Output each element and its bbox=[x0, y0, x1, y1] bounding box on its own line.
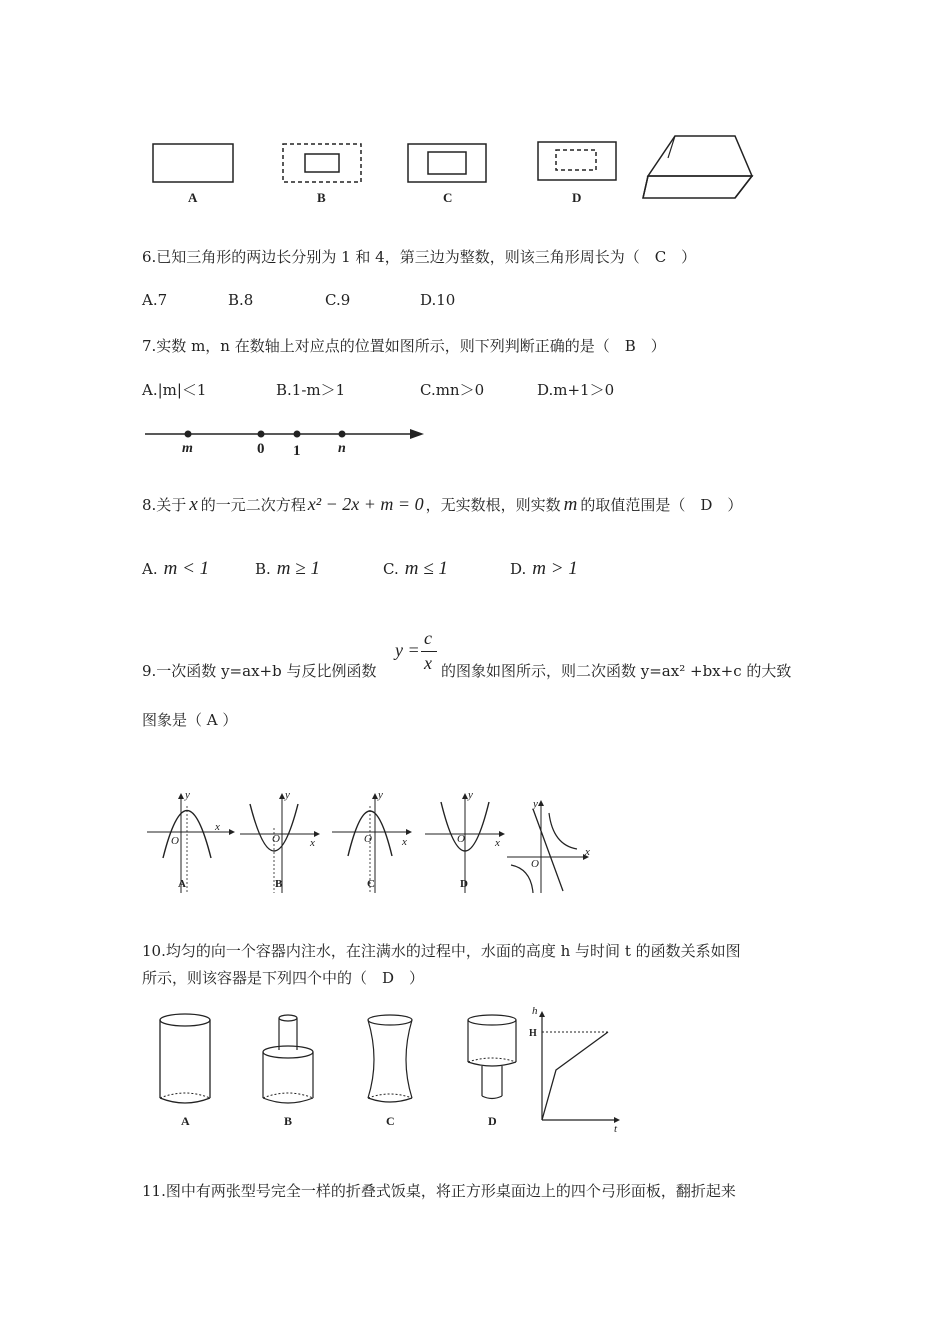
q9-graph-b-y: y bbox=[285, 789, 290, 801]
q7-option-c: C.mn＞0 bbox=[420, 381, 485, 399]
q5-figure-d bbox=[535, 138, 625, 188]
q8-var-x: x bbox=[189, 494, 198, 515]
q9-graph-b-x: x bbox=[310, 837, 315, 849]
q8-option-d-letter: D. bbox=[510, 560, 527, 578]
q8-stem-prefix: 8.关于 bbox=[142, 496, 187, 514]
q8-stem-mid2: ，无实数根，则实数 bbox=[425, 496, 561, 514]
q9-reference-graph bbox=[505, 795, 600, 895]
q10-graph-H: H bbox=[529, 1028, 537, 1039]
point-n bbox=[339, 431, 346, 438]
q9-graph-a-y: y bbox=[185, 789, 190, 801]
q9-graph-d-x: x bbox=[495, 837, 500, 849]
q10-container-b bbox=[258, 1010, 323, 1110]
q7-option-d: D.m+1＞0 bbox=[537, 381, 615, 399]
q8-equation: x² − 2x + m = 0 bbox=[307, 494, 424, 514]
point-m bbox=[185, 431, 192, 438]
q8-var-m: m bbox=[563, 494, 578, 515]
q8-option-c-letter: C. bbox=[383, 560, 399, 578]
point-1 bbox=[294, 431, 301, 438]
q9-graph-b-o: O bbox=[272, 833, 280, 845]
q9-frac-bar bbox=[421, 651, 437, 652]
q9-ref-y: y bbox=[533, 798, 538, 810]
q8-stem-suffix: 的取值范围是（ D ） bbox=[580, 496, 743, 514]
q9-stem-prefix: 9.一次函数 y=ax+b 与反比例函数 bbox=[142, 662, 377, 680]
q5-label-a: A bbox=[188, 190, 198, 205]
q5-figure-c bbox=[405, 140, 495, 190]
q7-option-a: A.|m|＜1 bbox=[142, 381, 207, 399]
q8-option-c bbox=[383, 558, 448, 580]
q6-option-a: A.7 bbox=[142, 291, 168, 309]
q8-option-b bbox=[255, 558, 320, 580]
q7-stem: 7.实数 m，n 在数轴上对应点的位置如图所示，则下列判断正确的是（ B ） bbox=[142, 337, 666, 355]
q9-graph-c-y: y bbox=[378, 789, 383, 801]
q10-container-d bbox=[462, 1010, 527, 1110]
q5-figure-a bbox=[150, 140, 240, 190]
q8-option-b-letter: B. bbox=[255, 560, 271, 578]
q6-option-d: D.10 bbox=[420, 291, 456, 309]
q8-option-a-letter: A. bbox=[142, 560, 158, 578]
q9-graph-a bbox=[145, 788, 235, 898]
q9-graph-b bbox=[238, 788, 328, 898]
q10-container-c bbox=[360, 1010, 425, 1110]
q10-graph-t: t bbox=[614, 1123, 618, 1135]
q7-label-m: m bbox=[182, 441, 193, 456]
q8-stem bbox=[142, 494, 742, 516]
q9-frac-den: x bbox=[424, 653, 432, 673]
q8-option-a-expr: m < 1 bbox=[163, 558, 210, 579]
q5-label-d: D bbox=[572, 190, 582, 205]
q9-frac-lhs: y = bbox=[395, 640, 420, 660]
q7-option-b: B.1-m＞1 bbox=[276, 381, 346, 399]
q5-label-c: C bbox=[443, 190, 453, 205]
q7-label-1: 1 bbox=[293, 443, 301, 459]
q9-graph-c-x: x bbox=[402, 836, 407, 848]
q9-stem-suffix: 的图象如图所示，则二次函数 y=ax² +bx+c 的大致 bbox=[441, 662, 792, 680]
q6-option-b: B.8 bbox=[228, 291, 254, 309]
q10-stem-line1: 10.均匀的向一个容器内注水，在注满水的过程中，水面的高度 h 与时间 t 的函数关系如图 bbox=[142, 942, 741, 960]
q10-container-a bbox=[155, 1010, 220, 1110]
q9-graph-d bbox=[423, 788, 513, 898]
q9-label-b: B bbox=[275, 878, 283, 890]
q9-graph-a-x: x bbox=[215, 821, 220, 833]
q5-figure-b bbox=[280, 140, 370, 190]
q10-stem-line2: 所示，则该容器是下列四个中的（ D ） bbox=[142, 969, 425, 987]
q8-option-d-expr: m > 1 bbox=[532, 558, 578, 579]
q9-graph-d-y: y bbox=[468, 789, 473, 801]
q10-label-d: D bbox=[488, 1114, 497, 1128]
q10-label-b: B bbox=[284, 1114, 293, 1128]
q7-label-0: 0 bbox=[257, 441, 265, 457]
q8-option-b-expr: m ≥ 1 bbox=[276, 558, 320, 579]
q10-label-a: A bbox=[181, 1114, 190, 1128]
q6-stem: 6.已知三角形的两边长分别为 1 和 4，第三边为整数，则该三角形周长为（ C ） bbox=[142, 248, 697, 266]
q10-height-time-graph bbox=[522, 1000, 632, 1135]
q9-graph-c bbox=[330, 788, 420, 898]
q9-frac-num: c bbox=[424, 628, 432, 648]
q6-option-c: C.9 bbox=[325, 291, 351, 309]
q5-frustum-solid bbox=[640, 128, 760, 203]
q9-ref-o: O bbox=[531, 858, 539, 870]
q9-graph-c-o: O bbox=[364, 833, 372, 845]
q9-graph-d-o: O bbox=[457, 833, 465, 845]
point-0 bbox=[258, 431, 265, 438]
q9-stem-line2: 图象是（ A ） bbox=[142, 711, 238, 729]
q11-stem: 11.图中有两张型号完全一样的折叠式饭桌，将正方形桌面边上的四个弓形面板，翻折起来 bbox=[142, 1182, 736, 1200]
q8-stem-mid: 的一元二次方程 bbox=[200, 496, 306, 514]
q8-option-a bbox=[142, 558, 209, 580]
q9-label-a: A bbox=[178, 878, 186, 890]
q9-label-c: C bbox=[367, 878, 375, 890]
q9-graph-a-o: O bbox=[171, 835, 179, 847]
q10-label-c: C bbox=[386, 1114, 395, 1128]
q10-graph-h: h bbox=[532, 1005, 538, 1017]
q7-label-n: n bbox=[338, 441, 346, 456]
q5-label-b: B bbox=[317, 190, 326, 205]
q9-ref-x: x bbox=[585, 846, 590, 858]
q8-option-d bbox=[510, 558, 578, 580]
q9-label-d: D bbox=[460, 878, 468, 890]
q8-option-c-expr: m ≤ 1 bbox=[404, 558, 448, 579]
